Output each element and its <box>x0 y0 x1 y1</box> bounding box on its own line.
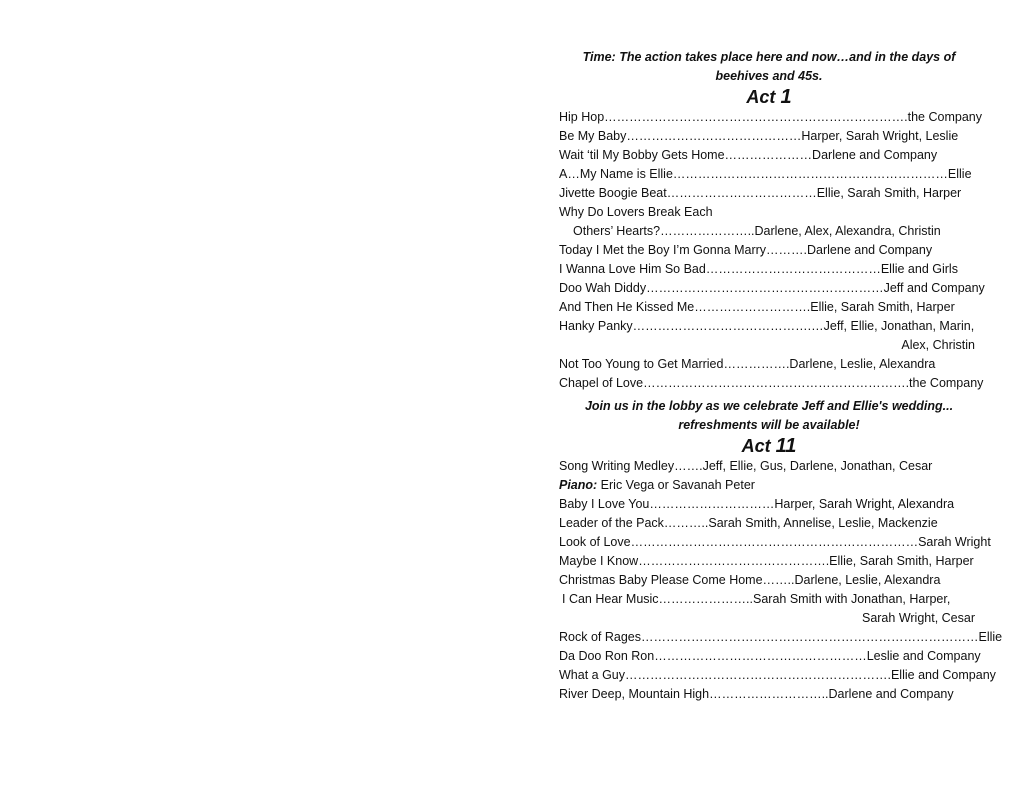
song-line: A…My Name is Ellie…………………………………………………………Ellie <box>559 167 972 181</box>
song-line: Look of Love……………………………………………………………Sarah Wright <box>559 535 991 549</box>
lobby-note-line-2: refreshments will be available! <box>678 418 860 432</box>
song-line: Leader of the Pack………..Sarah Smith, Annelise, Leslie, Mackenzie <box>559 516 938 530</box>
song-line: Chapel of Love……………………………………………………….the Company <box>559 376 984 390</box>
act-1-label: Act <box>746 87 776 107</box>
act-1-number: 1 <box>780 86 792 108</box>
program-page <box>559 48 1003 704</box>
song-line: Christmas Baby Please Come Home……..Darlene, Leslie, Alexandra <box>559 573 941 587</box>
song-line-continued: Sarah Wright, Cesar <box>861 611 975 625</box>
act-2-number: 11 <box>775 435 797 457</box>
song-line-continued: Others’ Hearts?…………………..Darlene, Alex, Alexandra, Christin <box>573 224 941 238</box>
song-line: Why Do Lovers Break Each <box>559 205 713 219</box>
song-line: Hanky Panky…………………………………….…Jeff, Ellie, Jonathan, Marin, <box>559 319 975 333</box>
song-line: And Then He Kissed Me……………………….Ellie, Sarah Smith, Harper <box>559 300 955 314</box>
song-line: Maybe I Know……………………………………….Ellie, Sarah Smith, Harper <box>559 554 974 568</box>
time-note-line-2: beehives and 45s. <box>715 69 823 83</box>
time-note-line-1: Time: The action takes place here and now…and in the days of <box>582 50 956 64</box>
song-line: What a Guy……………………………………………………….Ellie and Company <box>559 668 996 682</box>
song-line: Rock of Rages………………………………………………………………………Ellie <box>559 630 1003 644</box>
song-line-medley: Song Writing Medley…….Jeff, Ellie, Gus, Darlene, Jonathan, Cesar <box>559 459 933 473</box>
song-line: I Can Hear Music…………………..Sarah Smith with Jonathan, Harper, <box>562 592 951 606</box>
song-line: Doo Wah Diddy…………………………………………………Jeff and Company <box>559 281 985 295</box>
song-line: I Wanna Love Him So Bad……………………………………Ellie and Girls <box>559 262 958 276</box>
lobby-note-line-1: Join us in the lobby as we celebrate Jeff and Ellie's wedding... <box>584 399 954 413</box>
piano-label: Piano: <box>559 478 598 492</box>
act-2-label: Act <box>741 436 771 456</box>
act-2-heading <box>559 435 979 457</box>
song-line: Be My Baby……………………………………Harper, Sarah Wright, Leslie <box>559 129 959 143</box>
song-line: Da Doo Ron Ron……………………………………………Leslie and Company <box>559 649 981 663</box>
song-line: Jivette Boogie Beat………………………………Ellie, Sarah Smith, Harper <box>559 186 962 200</box>
song-line: Hip Hop……………………………………………………………….the Company <box>559 110 982 124</box>
song-line: River Deep, Mountain High………………………..Darlene and Company <box>559 687 954 701</box>
song-line: Today I Met the Boy I’m Gonna Marry……….Darlene and Company <box>559 243 933 257</box>
piano-credit <box>559 476 979 495</box>
song-line-continued: Alex, Christin <box>901 338 975 352</box>
act-1-heading <box>559 86 979 108</box>
lobby-note <box>559 397 979 435</box>
song-line: Not Too Young to Get Married…………….Darlene, Leslie, Alexandra <box>559 357 936 371</box>
time-note <box>559 48 979 86</box>
song-line: Baby I Love You…………………………Harper, Sarah Wright, Alexandra <box>559 497 955 511</box>
act-1-song-list <box>559 108 985 393</box>
piano-value: Eric Vega or Savanah Peter <box>597 478 755 492</box>
act-2-song-list <box>559 457 1003 704</box>
song-line: Wait ‘til My Bobby Gets Home…………………Darlene and Company <box>559 148 938 162</box>
